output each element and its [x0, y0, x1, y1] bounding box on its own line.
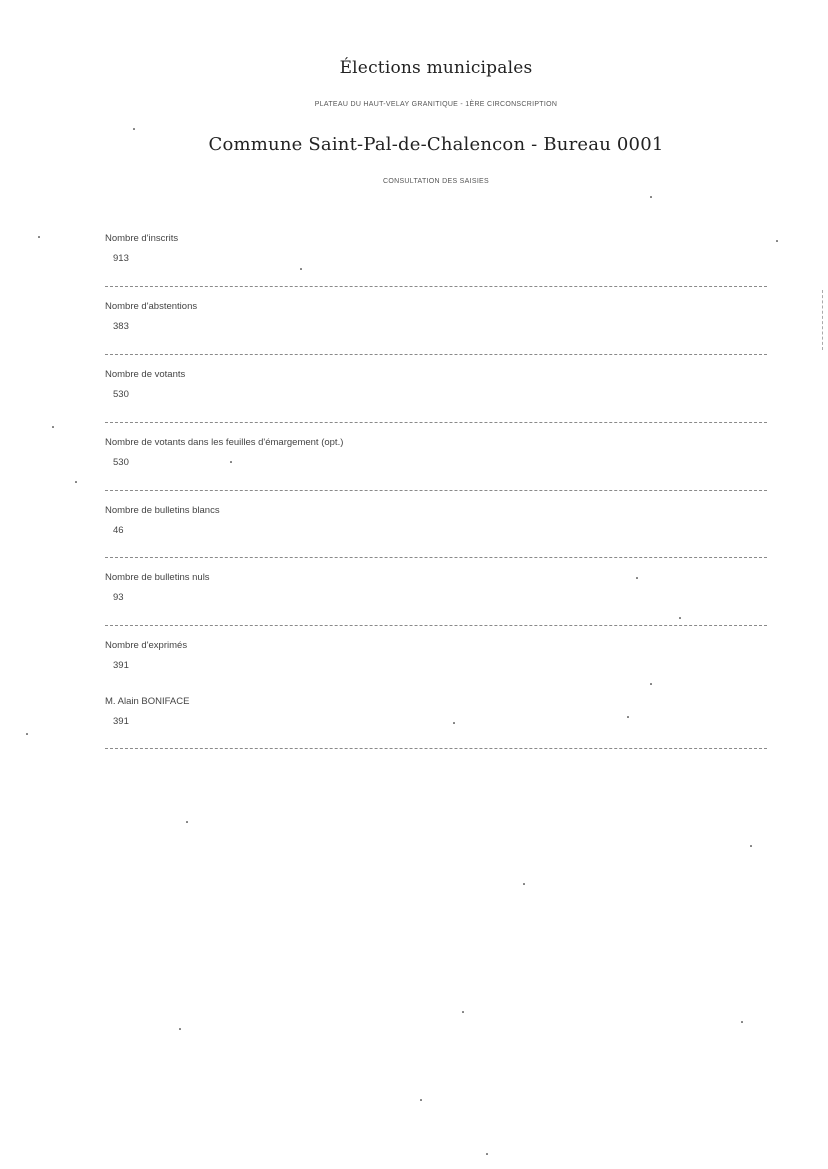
field-bulletins-nuls [105, 572, 767, 603]
field-abstentions [105, 301, 767, 332]
scan-speck [230, 461, 232, 463]
field-label: Nombre d'abstentions [105, 301, 198, 312]
scan-speck [420, 1099, 422, 1101]
field-label: Nombre de bulletins blancs [105, 505, 220, 516]
scan-speck [462, 1011, 464, 1013]
field-label: Nombre de votants dans les feuilles d'émargement (opt.) [105, 437, 344, 448]
separator [105, 354, 767, 355]
field-value: 391 [113, 660, 129, 671]
scan-speck [750, 845, 752, 847]
scan-speck [26, 733, 28, 735]
field-value: 913 [113, 253, 129, 264]
field-value: 391 [113, 716, 129, 727]
consultation-label: CONSULTATION DES SAISIES [383, 178, 489, 185]
field-label: Nombre d'exprimés [105, 640, 188, 651]
field-value: 383 [113, 321, 129, 332]
scan-speck [179, 1028, 181, 1030]
scan-speck [650, 683, 652, 685]
scan-edge-mark [822, 290, 824, 350]
field-candidate-boniface [105, 696, 767, 727]
field-label: Nombre d'inscrits [105, 233, 179, 244]
separator [105, 286, 767, 287]
scan-speck [650, 196, 652, 198]
field-votants [105, 369, 767, 400]
scan-speck [133, 128, 135, 130]
field-label: Nombre de bulletins nuls [105, 572, 210, 583]
field-value: 530 [113, 389, 129, 400]
field-value: 46 [113, 525, 124, 536]
constituency-subtitle: PLATEAU DU HAUT-VELAY GRANITIQUE - 1ÈRE CIRCONSCRIPTION [314, 101, 558, 108]
page-title: Élections municipales [339, 58, 533, 78]
separator [105, 490, 767, 491]
scan-speck [679, 617, 681, 619]
field-votants-emargement [105, 437, 767, 468]
field-value: 93 [113, 592, 124, 603]
scan-speck [627, 716, 629, 718]
field-value: 530 [113, 457, 129, 468]
field-bulletins-blancs [105, 505, 767, 536]
separator [105, 422, 767, 423]
scan-speck [523, 883, 525, 885]
scan-speck [741, 1021, 743, 1023]
scan-speck [453, 722, 455, 724]
field-label: M. Alain BONIFACE [105, 696, 190, 707]
scan-speck [186, 821, 188, 823]
field-exprimes [105, 640, 767, 671]
field-inscrits [105, 233, 767, 264]
scan-speck [75, 481, 77, 483]
scan-speck [776, 240, 778, 242]
separator [105, 748, 767, 749]
scan-speck [52, 426, 54, 428]
separator [105, 557, 767, 558]
field-label: Nombre de votants [105, 369, 186, 380]
separator [105, 625, 767, 626]
scan-speck [636, 577, 638, 579]
commune-heading: Commune Saint-Pal-de-Chalencon - Bureau 0001 [208, 134, 664, 155]
scan-speck [486, 1153, 488, 1155]
scan-speck [38, 236, 40, 238]
scan-speck [300, 268, 302, 270]
